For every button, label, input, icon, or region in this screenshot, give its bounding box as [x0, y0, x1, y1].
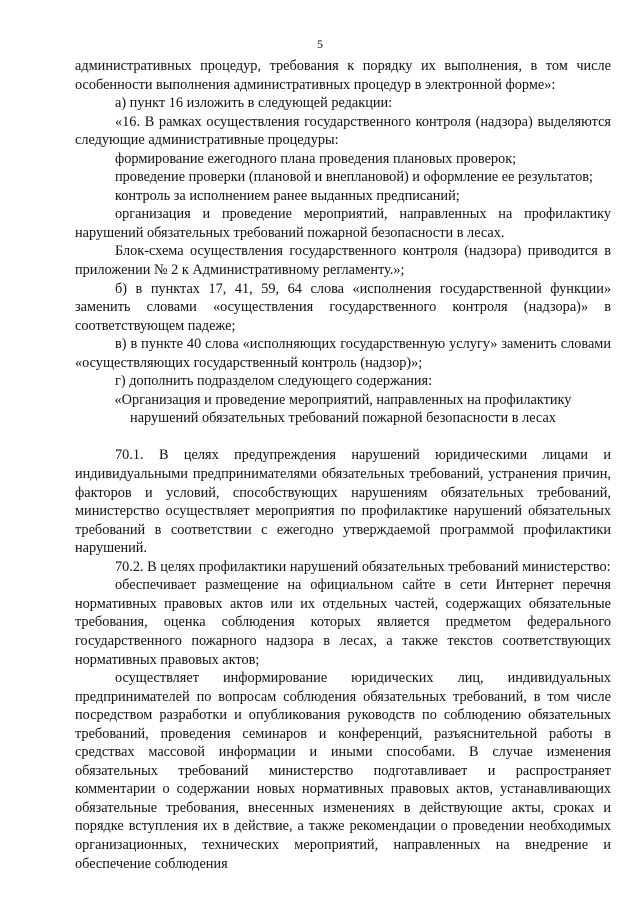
paragraph-procedures-intro: административных процедур, требования к порядку их выполнения, в том числе особенности выполнения административных процедур в электронной форме»: [75, 58, 611, 93]
page-number: 5 [317, 37, 323, 51]
paragraph-item-g: г) дополнить подразделом следующего содержания: [115, 373, 433, 390]
document-body [75, 57, 611, 873]
paragraph-prevention-measures: организация и проведение мероприятий, направленных на профилактику нарушений обязательных требований пожарной безопасности в лесах. [75, 206, 611, 241]
paragraph-item-b: б) в пунктах 17, 41, 59, 64 слова «исполнения государственной функции» заменить словами «осуществления государственного контроля (надзора)» в соответствующем падеже; [75, 280, 611, 334]
paragraph-control-prescriptions: контроль за исполнением ранее выданных предписаний; [115, 187, 460, 204]
paragraph-informing: осуществляет информирование юридических лиц, индивидуальных предпринимателей по вопросам соблюдения обязательных требований, в том числе посредством разработки и опубликования руководств по соблюдению обязательных требований, проведения семинаров и конференций, разъяснительной работы в средствах массовой информации и иными способами. В случае изменения обязательных требований министерство подготавливает и распространяет комментарии о содержании новых нормативных правовых актов, устанавливающих обязательные требования, внесенных изменениях в действующие акты, сроках и порядке вступления их в действие, а также рекомендации о проведении необходимых организационных, технических мероприятий, направленных на внедрение и обеспечение соблюдения [75, 670, 611, 872]
paragraph-inspection: проведение проверки (плановой и внеплановой) и оформление ее результатов; [115, 169, 594, 186]
subsection-heading-line-1: «Организация и проведение мероприятий, направленных на профилактику [114, 391, 572, 408]
paragraph-flowchart: Блок-схема осуществления государственного контроля (надзора) приводится в приложении № 2 к Административному регламенту.»; [75, 243, 611, 279]
subsection-heading-line-2: нарушений обязательных требований пожарной безопасности в лесах [130, 410, 556, 427]
paragraph-70-1: 70.1. В целях предупреждения нарушений юридическими лицами и индивидуальными предпринимателями обязательных требований, устранения причин, факторов и условий, способствующих нарушениям обязательных требований, министерство осуществляет мероприятия по профилактике нарушений обязательных требований в соответствии с ежегодно утверждаемой программой профилактики нарушений. [75, 447, 611, 557]
paragraph-website-publication: обеспечивает размещение на официальном сайте в сети Интернет перечня нормативных правовых актов или их отдельных частей, содержащих обязательные требования, оценка соблюдения которых является предметом федерального государственного пожарного надзора в лесах, а также текстов соответствующих нормативных правовых актов; [75, 577, 611, 668]
paragraph-70-2: 70.2. В целях профилактики нарушений обязательных требований министерство: [115, 558, 611, 575]
paragraph-point-16: «16. В рамках осуществления государственного контроля (надзора) выделяются следующие административные процедуры: [75, 113, 611, 149]
paragraph-plan-formation: формирование ежегодного плана проведения плановых проверок; [115, 150, 517, 167]
paragraph-item-v: в) в пункте 40 слова «исполняющих государственную услугу» заменить словами «осуществляющих государственный контроль (надзор)»; [75, 336, 611, 371]
paragraph-item-a: а) пункт 16 изложить в следующей редакции: [115, 95, 393, 112]
blank-line [75, 428, 611, 447]
